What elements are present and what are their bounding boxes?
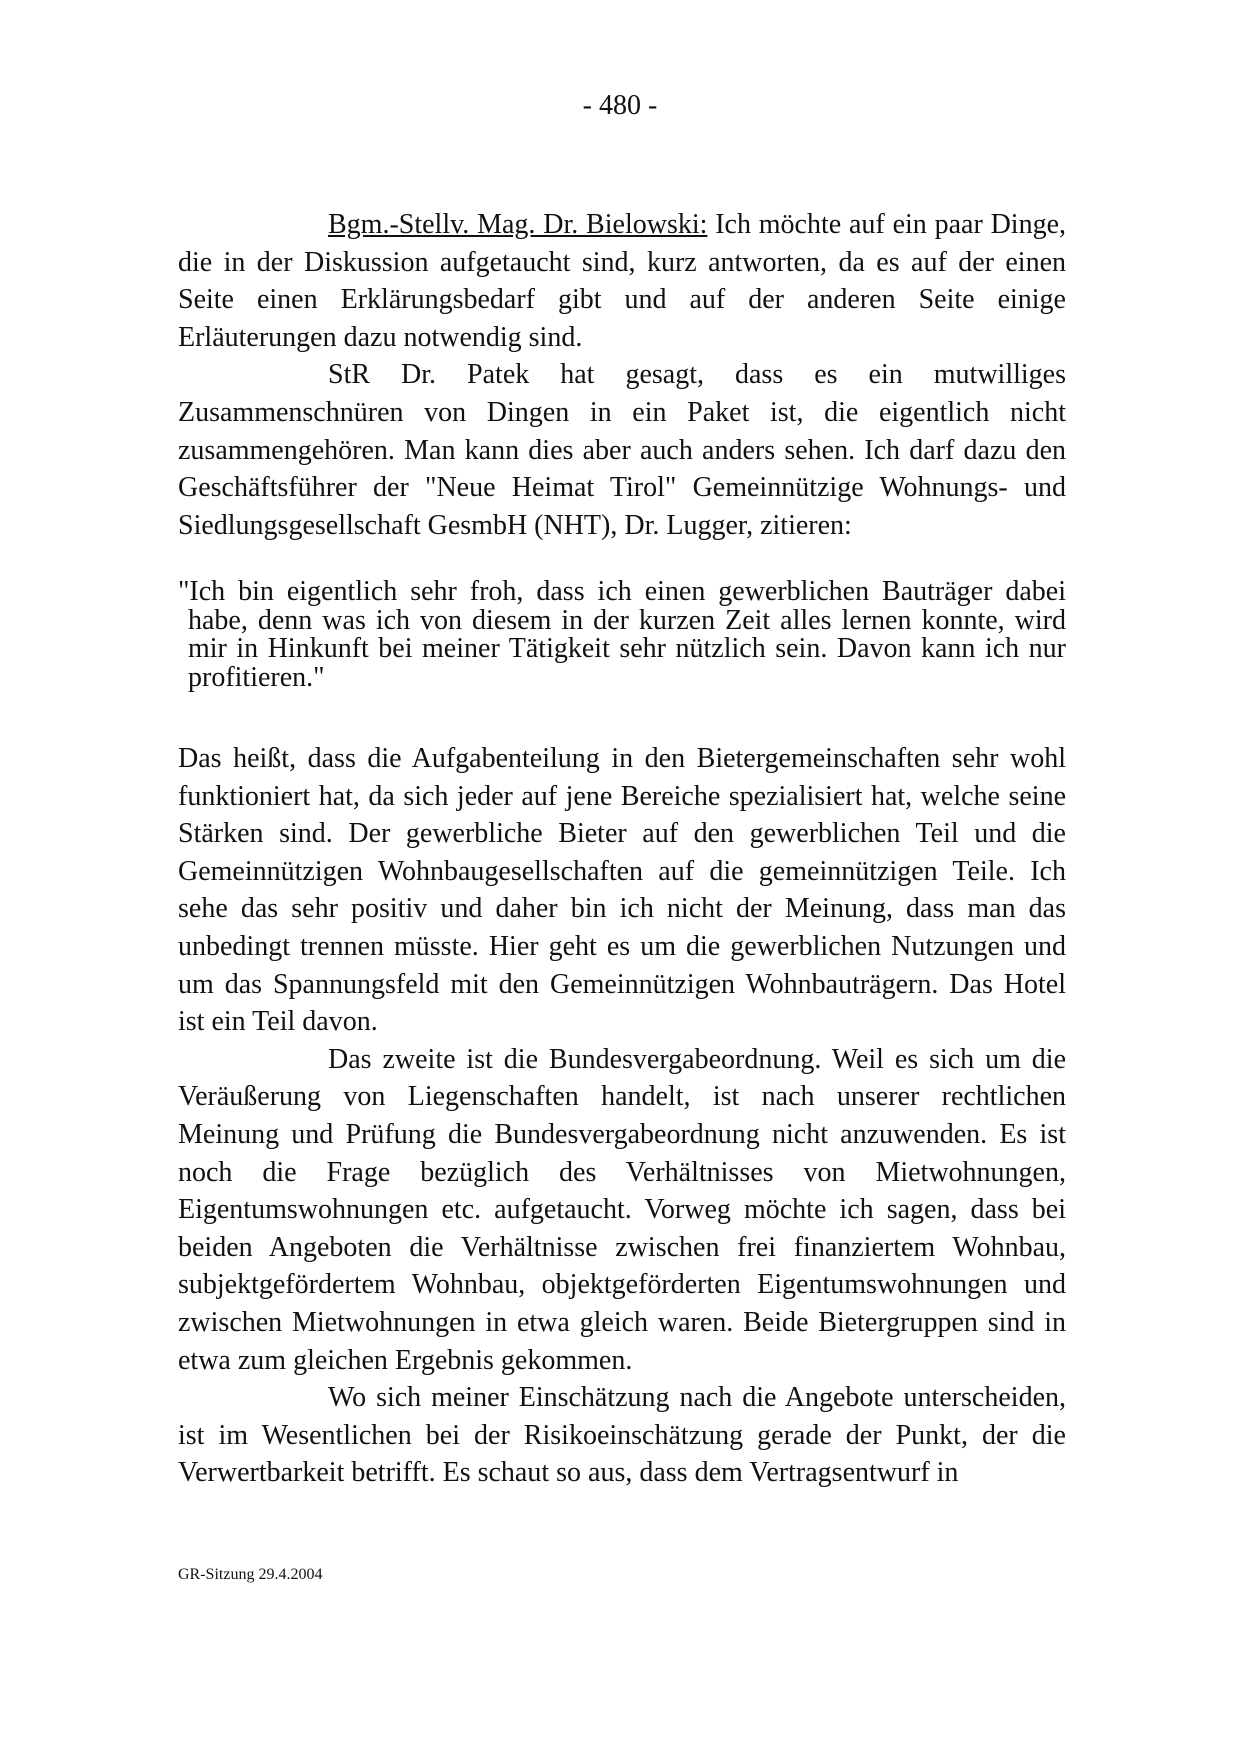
paragraph-4: Das zweite ist die Bundesvergabeordnung. Weil es sich um die Veräußerung von Liegenschaften handelt, ist nach unserer rechtlichen Meinung und Prüfung die Bundesvergabeordnung nicht anzuwenden. Es ist noch die Frage bezüglich des Verhältnisses von Mietwohnungen, Eigentumswohnungen etc. aufgetaucht. Vorweg möchte ich sagen, dass bei beiden Angeboten die Verhältnisse zwischen frei finanziertem Wohnbau, subjektgefördertem Wohnbau, objektgeförderten Eigentumswohnungen und zwischen Mietwohnungen in etwa gleich waren. Beide Bietergruppen sind in etwa zum gleichen Ergebnis gekommen.	[178, 1043, 1066, 1376]
speaker-name: Bgm.-Stellv. Mag. Dr. Bielowski:	[328, 209, 708, 240]
paragraph-1	[178, 206, 1066, 356]
page-number: - 480 -	[582, 90, 658, 121]
paragraph-2: StR Dr. Patek hat gesagt, dass es ein mutwilliges Zusammenschnüren von Dingen in ein Paket ist, die eigentlich nicht zusammengehören. Man kann dies aber auch anders sehen. Ich darf dazu den Geschäftsführer der "Neue Heimat Tirol" Gemeinnützige Wohnungs- und Siedlungsgesellschaft GesmbH (NHT), Dr. Lugger, zitieren:	[178, 359, 1066, 541]
paragraph-5: Wo sich meiner Einschätzung nach die Angebote unterscheiden, ist im Wesentlichen bei der Risikoeinschätzung gerade der Punkt, der die Verwertbarkeit betrifft. Es schaut so aus, dass dem Vertragsentwurf in	[178, 1382, 1066, 1489]
speech-block-main	[178, 740, 1066, 1492]
paragraph-1-text: Ich möchte auf ein paar Dinge, die in der Diskussion aufgetaucht sind, kurz antworten, da es auf der einen Seite einen Erklärungsbedarf gibt und auf der anderen Seite einige Erläuterungen dazu notwendig sind.	[178, 209, 1067, 353]
paragraph-3: Das heißt, dass die Aufgabenteilung in den Bietergemeinschaften sehr wohl funktioniert hat, da sich jeder auf jene Bereiche spezialisiert hat, welche seine Stärken sind. Der gewerbliche Bieter auf den gewerblichen Teil und die Gemeinnützigen Wohnbaugesellschaften auf die gemeinnützigen Teile. Ich sehe das sehr positiv und daher bin ich nicht der Meinung, dass man das unbedingt trennen müsste. Hier geht es um die gewerblichen Nutzungen und um das Spannungsfeld mit den Gemeinnützigen Wohnbauträgern. Das Hotel ist ein Teil davon.	[178, 743, 1066, 1038]
footer-session-date: GR-Sitzung 29.4.2004	[178, 1566, 323, 1583]
speech-block-intro	[178, 206, 1066, 544]
citation-quote: "Ich bin eigentlich sehr froh, dass ich einen gewerblichen Bauträger dabei habe, denn was ich von diesem in der kurzen Zeit alles lernen konnte, wird mir in Hinkunft bei meiner Tätigkeit sehr nützlich sein. Davon kann ich nur profitieren."	[178, 576, 1066, 693]
